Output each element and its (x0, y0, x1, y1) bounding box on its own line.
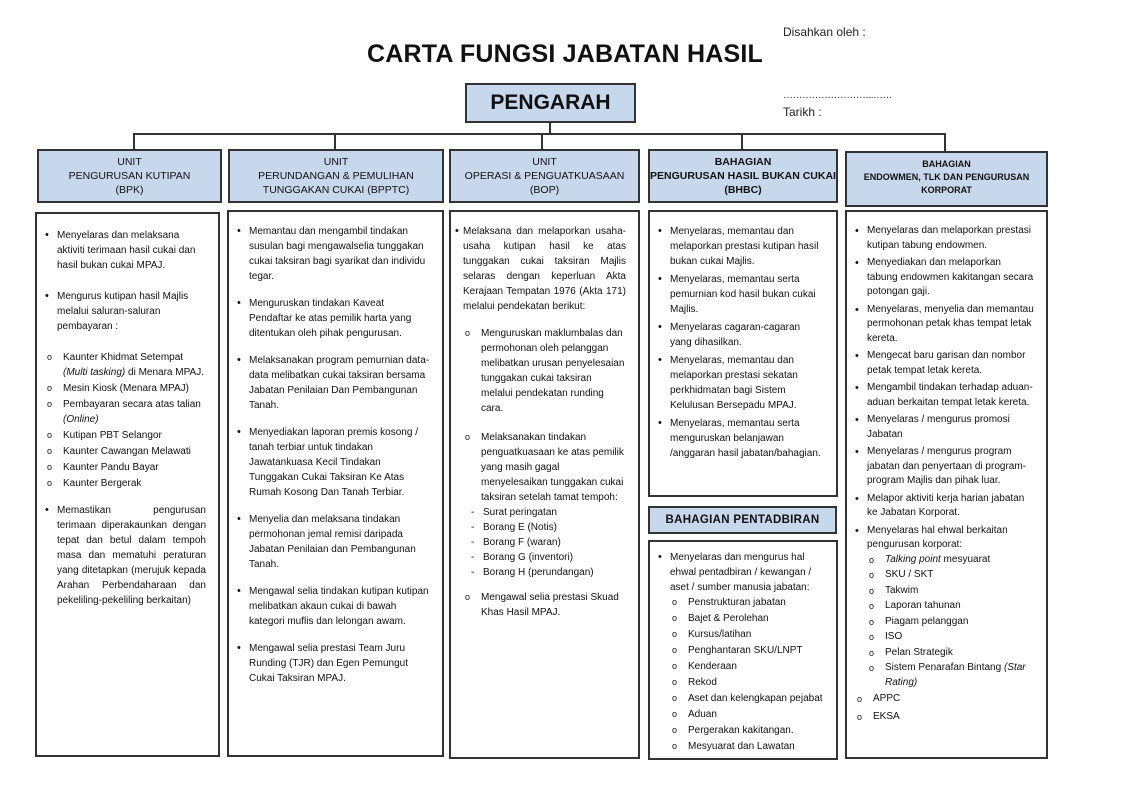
date-label: Tarikh : (783, 105, 822, 119)
channel-text: Kaunter Cawangan Melawati (63, 446, 191, 457)
list-item: • Mengawal selia tindakan kutipan kutipan melibatkan akaun cukai di bawah kategori muflis dan lelongan awam. (237, 584, 430, 629)
list-item: • Menyelaras / mengurus program jabatan dan penyertaan di program-program Majlis dan pihak luar. (855, 445, 1034, 489)
unit-header-bpptc (228, 149, 444, 203)
unit-line2: ENDOWMEN, TLK DAN PENGURUSAN (863, 172, 1030, 182)
list-item: • Menyelaras / mengurus promosi Jabatan (855, 413, 1034, 442)
unit-line3: TUNGGAKAN CUKAI (BPPTC) (262, 184, 410, 196)
unit-header-bhbc (648, 149, 838, 203)
unit-line1: BAHAGIAN (922, 159, 971, 169)
corporate-text: Pelan Strategik (885, 646, 953, 658)
list-item: • Mengambil tindakan terhadap aduan-aduan berkaitan tempat letak kereta. (855, 381, 1034, 410)
channel-text: Kaunter Khidmat Setempat (63, 352, 184, 363)
unit-header-bpk (37, 149, 222, 203)
connector-bpptc (334, 133, 336, 150)
corporate-emphasis: Talking point (885, 553, 941, 565)
list-item: • Melaksanakan program pemurnian data-data melibatkan cukai taksiran bersama Jabatan Penilaian Dan Pembangunan Tanah. (237, 353, 430, 413)
unit-line2: PENGURUSAN HASIL BUKAN CUKAI (650, 170, 836, 182)
unit-line3: KORPORAT (921, 185, 972, 195)
list-item: • Melaksana dan melaporkan usaha-usaha kutipan hasil ke atas tunggakan cukai taksiran Majlis selaras dengan keperluan Akta Kerajaan Tempatan 1976 (Akta 171) melalui pendekatan berikut: (455, 224, 626, 314)
channel-item (45, 381, 206, 396)
unit-line3: (BHBC) (724, 184, 762, 196)
page-title: CARTA FUNGSI JABATAN HASIL (367, 40, 763, 68)
corporate-item (867, 599, 1034, 614)
list-item: • Menyelaras dan melaksana aktiviti terimaan hasil cukai dan hasil bukan cukai MPAJ. (45, 228, 206, 273)
connector-bpk (133, 133, 135, 150)
list-item-text: Menyelaras dan mengurus hal ehwal pentadbiran / kewangan / aset / sumber manusia jabatan: (670, 552, 812, 593)
corporate-item (867, 584, 1034, 599)
corporate-text: Takwim (885, 584, 919, 596)
admin-item: o Aset dan kelengkapan pejabat (670, 691, 824, 706)
corporate-text-post: mesyuarat (940, 553, 991, 565)
list-item: • Mengecat baru garisan dan nombor petak tempat letak kereta. (855, 349, 1034, 378)
channel-item (45, 350, 206, 380)
list-item-text: Mengurus kutipan hasil Majlis melalui saluran-saluran pembayaran : (57, 291, 189, 332)
list-item (463, 430, 626, 580)
corporate-text: Laporan tahunan (885, 600, 961, 611)
corporate-item (867, 646, 1034, 661)
admin-item: o Penghantaran SKU/LNPT (670, 643, 824, 658)
channel-text-post: di Menara MPAJ. (125, 367, 204, 378)
corporate-text: ISO (885, 631, 903, 642)
list-item: o Mengawal selia prestasi Skuad Khas Hasil MPAJ. (463, 590, 626, 620)
list-item-text: Melaksanakan tindakan penguatkuasaan ke atas pemilik yang masih gagal menyelesaikan tunggakan cukai taksiran setelah tamat tempoh: (481, 432, 624, 503)
list-item: • Melapor aktiviti kerja harian jabatan ke Jabatan Korporat. (855, 492, 1034, 521)
list-item: • Menyediakan dan melaporkan tabung endowmen kakitangan secara potongan gaji. (855, 256, 1034, 300)
list-item: • Menyediakan laporan premis kosong / tanah terbiar untuk tindakan Jawatankuasa Kecil Tindakan Tunggakan Cukai Taksiran Ke Atas Rumah Kosong Dan Tanah Terbiar. (237, 425, 430, 500)
channel-item (45, 476, 206, 491)
endowmen-functions-box (845, 210, 1048, 759)
list-item: • Menyelaras dan melaporkan prestasi kutipan tabung endowmen. (855, 224, 1034, 253)
unit-line1: BAHAGIAN (714, 156, 772, 168)
admin-item: o Kenderaan (670, 659, 824, 674)
connector-bhbc (741, 133, 743, 150)
list-item: • Menguruskan tindakan Kaveat Pendaftar ke atas pemilik harta yang ditentukan oleh pihak pengurusan. (237, 296, 430, 341)
connector-endowmen (944, 133, 946, 151)
bpk-functions-box (35, 212, 220, 757)
unit-line2: OPERASI & PENGUATKUASAAN (464, 170, 625, 182)
list-item: • Menyelia dan melaksana tindakan permohonan jemal remisi daripada Jabatan Penilaian dan Pembangunan Tanah. (237, 512, 430, 572)
corporate-item (867, 630, 1034, 645)
unit-line3: (BPK) (115, 184, 144, 196)
list-item: • Mengawal selia prestasi Team Juru Runding (TJR) dan Egen Pemungut Cukai Taksiran MPAJ. (237, 641, 430, 686)
corporate-text: Sistem Penarafan Bintang (885, 662, 1004, 673)
channel-item (45, 444, 206, 459)
unit-line2: PERUNDANGAN & PEMULIHAN (258, 170, 414, 182)
bhbc-functions-box (648, 210, 838, 497)
approved-by-label: Disahkan oleh : (783, 25, 866, 39)
bop-functions-box (449, 210, 640, 759)
connector-horizontal (133, 133, 946, 135)
pentadbiran-functions-box (648, 540, 838, 760)
admin-item: o Pergerakan kakitangan. (670, 723, 824, 738)
unit-line3: (BOP) (529, 184, 560, 196)
channel-text: Mesin Kiosk (Menara MPAJ) (63, 383, 189, 394)
channel-item (45, 428, 206, 443)
list-item: • Menyelaras, memantau serta pemurnian kod hasil bukan cukai Majlis. (658, 272, 824, 317)
admin-item: o Kursus/latihan (670, 627, 824, 642)
admin-item: o Penstrukturan jabatan (670, 595, 824, 610)
list-item: • Menyelaras, memantau serta menguruskan belanjawan /anggaran hasil jabatan/bahagian. (658, 416, 824, 461)
channel-text: Kutipan PBT Selangor (63, 430, 162, 441)
list-item: • Menyelaras, memantau dan melaporkan prestasi kutipan hasil bukan cukai Majlis. (658, 224, 824, 269)
corporate-item (867, 553, 1034, 568)
notice-item: - Surat peringatan (463, 505, 626, 520)
list-item: • Menyelaras, menyelia dan memantau permohonan petak khas tempat letak kereta. (855, 303, 1034, 347)
channel-item (45, 460, 206, 475)
channel-text: Kaunter Pandu Bayar (63, 462, 159, 473)
notice-item: - Borang E (Notis) (463, 520, 626, 535)
director-box: PENGARAH (465, 83, 636, 123)
unit-header-bop (449, 149, 640, 203)
list-item: o Menguruskan maklumbalas dan permohonan oleh pelanggan melibatkan urusan penyelesaian tunggakan cukai taksiran melalui pendekatan runding cara. (463, 326, 626, 416)
channel-text: Kaunter Bergerak (63, 478, 142, 489)
list-item (658, 550, 824, 754)
channel-text: Pembayaran secara atas talian (63, 399, 201, 410)
unit-line1: UNIT (117, 156, 142, 168)
admin-item: o Mesyuarat dan Lawatan (670, 739, 824, 754)
notice-item: - Borang H (perundangan) (463, 565, 626, 580)
admin-item: o Bajet & Perolehan (670, 611, 824, 626)
corporate-item (867, 568, 1034, 583)
corporate-emphasis: (Star Rating) (885, 662, 1026, 688)
bpptc-functions-box (227, 210, 444, 757)
admin-item: o Rekod (670, 675, 824, 690)
unit-line1: UNIT (532, 156, 557, 168)
notice-item: - Borang F (waran) (463, 535, 626, 550)
list-item (45, 289, 206, 491)
signature-line: ………………………..…… (783, 90, 893, 101)
pentadbiran-header: BAHAGIAN PENTADBIRAN (648, 506, 837, 534)
channel-item (45, 397, 206, 427)
list-item-text: Menyelaras hal ehwal berkaitan pengurusan korporat: (867, 524, 1008, 550)
list-item: • Memantau dan mengambil tindakan susulan bagi mengawalselia tunggakan cukai taksiran bagi syarikat dan individu tegar. (237, 224, 430, 284)
unit-header-endowmen (845, 151, 1048, 207)
connector-bop (541, 133, 543, 150)
channel-emphasis: (Online) (63, 414, 99, 425)
admin-item: o Aduan (670, 707, 824, 722)
list-item (855, 524, 1034, 691)
corporate-item (867, 615, 1034, 630)
corporate-text: SKU / SKT (885, 569, 934, 580)
corporate-item (867, 661, 1034, 690)
unit-line2: PENGURUSAN KUTIPAN (68, 170, 191, 182)
list-item: • Menyelaras cagaran-cagaran yang dihasilkan. (658, 320, 824, 350)
unit-line1: UNIT (323, 156, 349, 168)
notice-item: - Borang G (inventori) (463, 550, 626, 565)
corporate-extra-item: o APPC (855, 692, 1034, 707)
list-item: • Menyelaras, memantau dan melaporkan prestasi sekatan perkhidmatan bagi Sistem Kelulusan Bersepadu MPAJ. (658, 353, 824, 413)
channel-emphasis: (Multi tasking) (63, 367, 126, 378)
list-item: • Memastikan pengurusan terimaan diperakaunkan dengan tepat dan betul dalam tempoh masa dan mematuhi peraturan yang ditetapkan (merujuk kepada Arahan Perbendaharaan dan pekeliling-pekeliling berkaitan) (45, 503, 206, 608)
corporate-text: Piagam pelanggan (885, 615, 969, 627)
corporate-extra-item: o EKSA (855, 710, 1034, 725)
